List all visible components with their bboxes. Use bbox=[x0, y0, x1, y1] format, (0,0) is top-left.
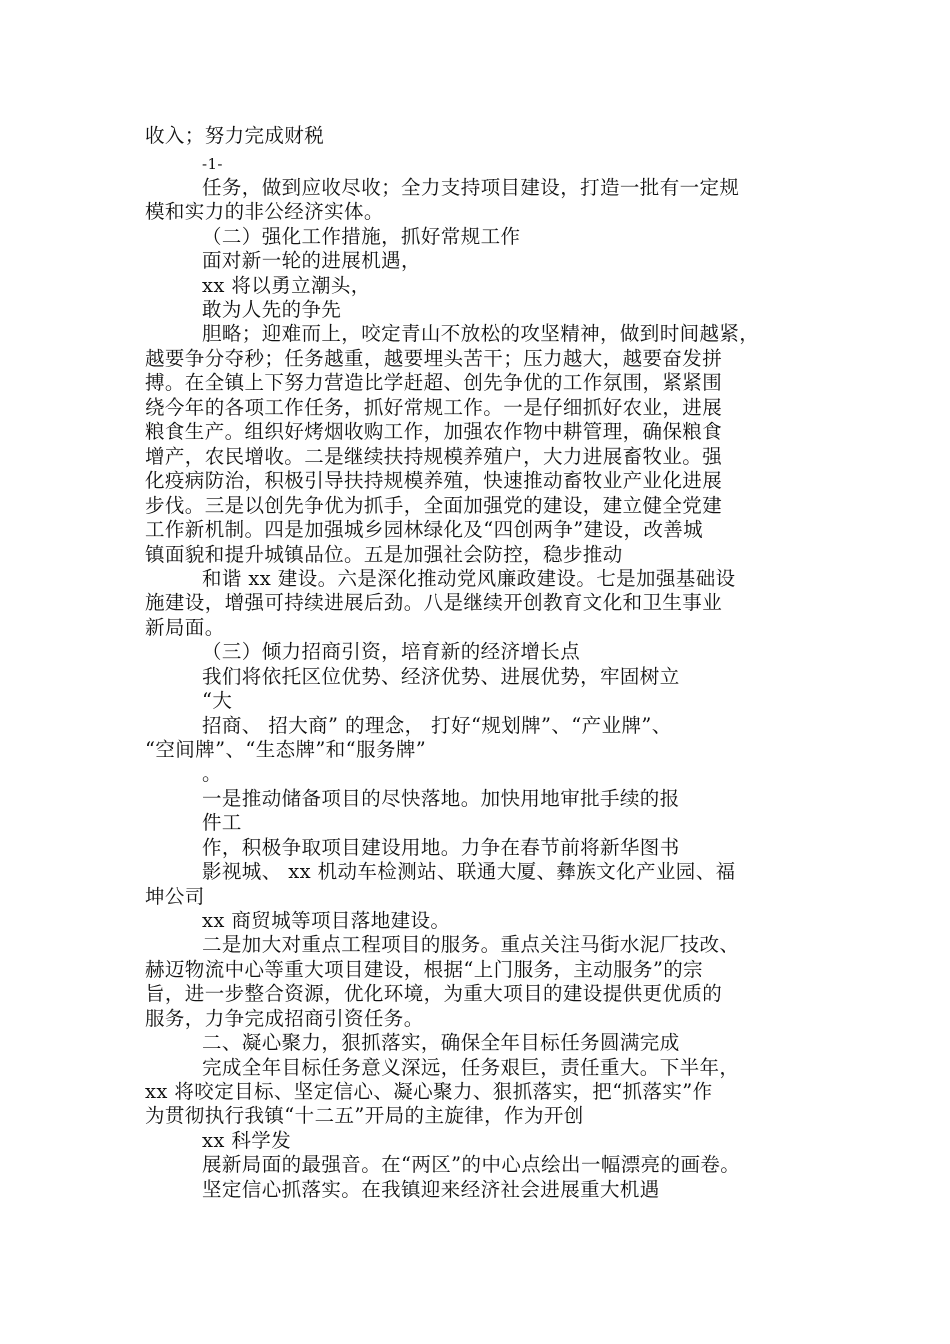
text-line: 招商、 招大商” 的理念， 打好“规划牌”、“产业牌”、 bbox=[202, 714, 672, 737]
text-line: 工作新机制。四是加强城乡园林绿化及“四创两争”建设，改善城 bbox=[145, 518, 704, 541]
text-line: “空间牌”、“生态牌”和“服务牌” bbox=[145, 738, 427, 761]
text-line: 模和实力的非公经济实体。 bbox=[145, 200, 384, 223]
text-line: 我们将依托区位优势、经济优势、进展优势，牢固树立 bbox=[202, 665, 680, 688]
text-line: xx 商贸城等项目落地建设。 bbox=[202, 909, 451, 932]
text-line: 搏。在全镇上下努力营造比学赶超、创先争优的工作氛围，紧紧围 bbox=[145, 371, 723, 394]
section-heading: （二）强化工作措施，抓好常规工作 bbox=[202, 225, 521, 248]
text-line: 胆略；迎难而上，咬定青山不放松的攻坚精神，做到时间越紧， bbox=[202, 322, 760, 345]
text-line: 赫迈物流中心等重大项目建设，根据“上门服务，主动服务”的宗 bbox=[145, 958, 704, 981]
text-line: xx 将以勇立潮头， bbox=[202, 274, 371, 297]
text-line: 敢为人先的争先 bbox=[202, 298, 342, 321]
text-line: 化疫病防治，积极引导扶持规模养殖，快速推动畜牧业产业化进展 bbox=[145, 469, 723, 492]
text-line: 粮食生产。组织好烤烟收购工作，加强农作物中耕管理，确保粮食 bbox=[145, 420, 723, 443]
text-line: 旨，进一步整合资源，优化环境，为重大项目的建设提供更优质的 bbox=[145, 982, 723, 1005]
text-line: 一是推动储备项目的尽快落地。加快用地审批手续的报 bbox=[202, 787, 680, 810]
text-line: 新局面。 bbox=[145, 616, 225, 639]
text-line: “大 bbox=[202, 689, 233, 712]
text-line: xx 将咬定目标、坚定信心、凝心聚力、狠抓落实，把“抓落实”作 bbox=[145, 1080, 713, 1103]
text-line: 为贯彻执行我镇“十二五”开局的主旋律，作为开创 bbox=[145, 1104, 584, 1127]
text-line: 坚定信心抓落实。在我镇迎来经济社会进展重大机遇 bbox=[202, 1178, 660, 1201]
page-number: -1- bbox=[202, 155, 223, 173]
text-line: 镇面貌和提升城镇品位。五是加强社会防控，稳步推动 bbox=[145, 543, 623, 566]
text-line: 施建设，增强可持续进展后劲。八是继续开创教育文化和卫生事业 bbox=[145, 591, 723, 614]
text-line: 绕今年的各项工作任务，抓好常规工作。一是仔细抓好农业，进展 bbox=[145, 396, 723, 419]
text-line: 步伐。三是以创先争优为抓手，全面加强党的建设，建立健全党建 bbox=[145, 494, 723, 517]
text-line: 件工 bbox=[202, 811, 242, 834]
text-line: 。 bbox=[202, 762, 222, 785]
text-line: 完成全年目标任务意义深远，任务艰巨，责任重大。下半年， bbox=[202, 1056, 740, 1079]
text-line: 面对新一轮的进展机遇， bbox=[202, 249, 421, 272]
text-line: 服务，力争完成招商引资任务。 bbox=[145, 1007, 424, 1030]
text-line: 任务，做到应收尽收；全力支持项目建设，打造一批有一定规 bbox=[202, 176, 740, 199]
text-line: 和谐 xx 建设。六是深化推动党风廉政建设。七是加强基础设 bbox=[202, 567, 736, 590]
text-line: 二是加大对重点工程项目的服务。重点关注马街水泥厂技改、 bbox=[202, 933, 740, 956]
text-line: 作，积极争取项目建设用地。力争在春节前将新华图书 bbox=[202, 836, 680, 859]
text-line: 收入；努力完成财税 bbox=[145, 124, 325, 147]
text-line: 增产，农民增收。二是继续扶持规模养殖户，大力进展畜牧业。强 bbox=[145, 445, 723, 468]
text-line: xx 科学发 bbox=[202, 1129, 292, 1152]
text-line: 越要争分夺秒；任务越重，越要埋头苦干；压力越大，越要奋发拼 bbox=[145, 347, 723, 370]
text-line: 坤公司 bbox=[145, 885, 205, 908]
text-line: 展新局面的最强音。在“两区”的中心点绘出一幅漂亮的画卷。 bbox=[202, 1153, 741, 1176]
section-heading: （三）倾力招商引资，培育新的经济增长点 bbox=[202, 640, 581, 663]
section-heading: 二、凝心聚力，狠抓落实，确保全年目标任务圆满完成 bbox=[202, 1031, 680, 1054]
text-line: 影视城、 xx 机动车检测站、联通大厦、彝族文化产业园、福 bbox=[202, 860, 736, 883]
